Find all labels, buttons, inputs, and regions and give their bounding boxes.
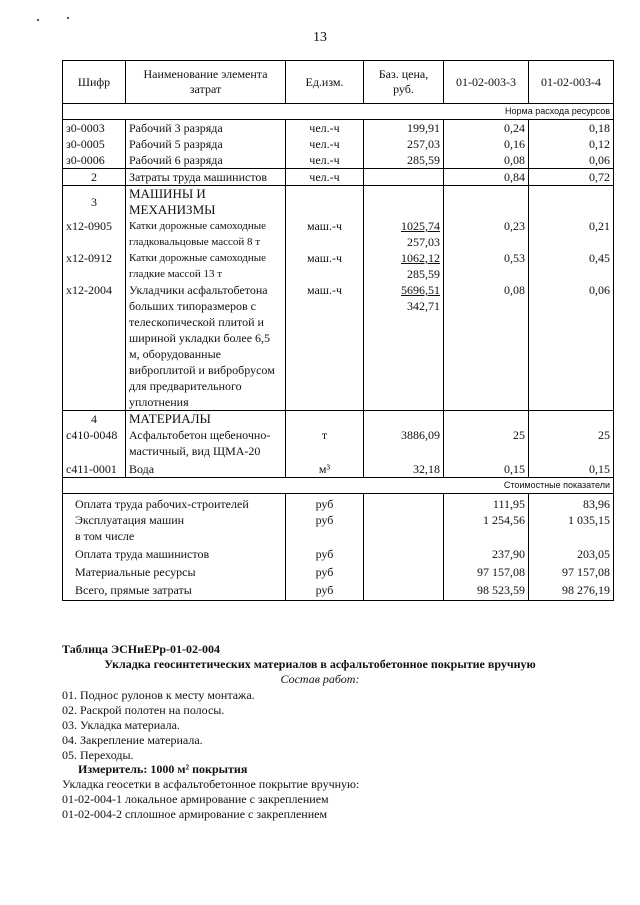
work-item: 01. Поднос рулонов к месту монтажа. bbox=[62, 688, 255, 702]
table-row bbox=[63, 494, 614, 513]
header-price: Баз. цена, руб. bbox=[364, 61, 444, 104]
cell-name: Рабочий 3 разряда bbox=[126, 120, 286, 137]
cell-unit: м³ bbox=[286, 459, 364, 478]
cell-price bbox=[364, 512, 444, 528]
cell-price bbox=[364, 411, 444, 428]
cell-price bbox=[364, 282, 444, 411]
cell-code: з0-0003 bbox=[63, 120, 126, 137]
price-machinist: 257,03 bbox=[407, 235, 440, 249]
cell-v2: 0,06 bbox=[529, 282, 614, 411]
table-row bbox=[63, 169, 614, 186]
price-main: 5696,51 bbox=[401, 283, 440, 297]
price-machinist: 342,71 bbox=[407, 299, 440, 313]
cell-v1 bbox=[444, 186, 529, 219]
cell-v2: 0,06 bbox=[529, 152, 614, 169]
cell-unit bbox=[286, 528, 364, 544]
cell-unit: чел.-ч bbox=[286, 152, 364, 169]
cell-v1 bbox=[444, 528, 529, 544]
section-title-norms: Норма расхода ресурсов bbox=[63, 104, 614, 120]
cell-v1: 25 bbox=[444, 427, 529, 459]
cell-price: 3886,09 bbox=[364, 427, 444, 459]
table-row bbox=[63, 580, 614, 601]
table-row bbox=[63, 218, 614, 250]
cell-code: с411-0001 bbox=[63, 459, 126, 478]
cell-price bbox=[364, 562, 444, 580]
cell-code: 4 bbox=[63, 411, 126, 428]
section-header-row bbox=[63, 478, 614, 494]
cell-v2: 0,12 bbox=[529, 136, 614, 152]
cell-price bbox=[364, 218, 444, 250]
cell-v2: 1 035,15 bbox=[529, 512, 614, 528]
cell-name: Катки дорожные самоходные гладковальцовые массой 8 т bbox=[126, 218, 286, 250]
cell-v1: 0,15 bbox=[444, 459, 529, 478]
cell-name: Укладчики асфальтобетона больших типоразмеров с телескопической плитой и шириной укладки более 6,5 м, оборудованные виброплитой и вибробрусом для предварительного уплотнения bbox=[126, 282, 286, 411]
table-row bbox=[63, 152, 614, 169]
cell-name: МАТЕРИАЛЫ bbox=[126, 411, 286, 428]
cell-price bbox=[364, 494, 444, 513]
scan-dot bbox=[67, 17, 69, 19]
scan-dot bbox=[37, 19, 39, 21]
table-row bbox=[63, 562, 614, 580]
cell-v1 bbox=[444, 411, 529, 428]
header-col1: 01-02-003-3 bbox=[444, 61, 529, 104]
cell-v1: 0,84 bbox=[444, 169, 529, 186]
cell-unit: чел.-ч bbox=[286, 169, 364, 186]
cell-unit: маш.-ч bbox=[286, 218, 364, 250]
cell-v1: 0,24 bbox=[444, 120, 529, 137]
table-row bbox=[63, 427, 614, 459]
cell-v1: 237,90 bbox=[444, 544, 529, 562]
cell-v1: 0,53 bbox=[444, 250, 529, 282]
cell-v2: 0,15 bbox=[529, 459, 614, 478]
work-item: 02. Раскрой полотен на полосы. bbox=[62, 703, 225, 717]
price-machinist: 285,59 bbox=[407, 267, 440, 281]
resource-table bbox=[62, 60, 614, 601]
table-row bbox=[63, 459, 614, 478]
price-main: 1025,74 bbox=[401, 219, 440, 233]
cell-unit bbox=[286, 186, 364, 219]
table-row bbox=[63, 411, 614, 428]
cell-name: Вода bbox=[126, 459, 286, 478]
cell-price bbox=[364, 544, 444, 562]
cell-v2: 0,45 bbox=[529, 250, 614, 282]
cell-v1: 98 523,59 bbox=[444, 580, 529, 601]
cell-name: Оплата труда рабочих-строителей bbox=[63, 494, 286, 513]
section-header-row bbox=[63, 104, 614, 120]
cell-unit: маш.-ч bbox=[286, 282, 364, 411]
cell-name: Оплата труда машинистов bbox=[63, 544, 286, 562]
header-col2: 01-02-003-4 bbox=[529, 61, 614, 104]
cell-unit: т bbox=[286, 427, 364, 459]
table-row bbox=[63, 186, 614, 219]
cell-unit bbox=[286, 411, 364, 428]
page-number: 13 bbox=[313, 30, 327, 45]
cell-v1: 1 254,56 bbox=[444, 512, 529, 528]
cell-price: 257,03 bbox=[364, 136, 444, 152]
cell-unit: руб bbox=[286, 562, 364, 580]
work-item: 05. Переходы. bbox=[62, 748, 134, 762]
cell-name: Рабочий 5 разряда bbox=[126, 136, 286, 152]
table-row bbox=[63, 282, 614, 411]
cell-v2: 97 157,08 bbox=[529, 562, 614, 580]
cell-name: Эксплуатация машин bbox=[63, 512, 286, 528]
cell-unit: руб bbox=[286, 512, 364, 528]
cell-unit: маш.-ч bbox=[286, 250, 364, 282]
cell-code: х12-0905 bbox=[63, 218, 126, 250]
table-row bbox=[63, 120, 614, 137]
cell-name: МАШИНЫ И МЕХАНИЗМЫ bbox=[126, 186, 286, 219]
cell-name: Материальные ресурсы bbox=[63, 562, 286, 580]
cell-unit: руб bbox=[286, 544, 364, 562]
cell-name: Затраты труда машинистов bbox=[126, 169, 286, 186]
cell-price: 285,59 bbox=[364, 152, 444, 169]
cell-v2: 25 bbox=[529, 427, 614, 459]
meter-line: Измеритель: 1000 м² покрытия bbox=[78, 762, 248, 776]
norm-item: 01-02-004-1 локальное армирование с закреплением bbox=[62, 792, 329, 806]
cell-v2 bbox=[529, 411, 614, 428]
table-row bbox=[63, 250, 614, 282]
cell-price bbox=[364, 169, 444, 186]
cell-unit: чел.-ч bbox=[286, 120, 364, 137]
cell-code: х12-0912 bbox=[63, 250, 126, 282]
cell-v2 bbox=[529, 186, 614, 219]
cell-code: 3 bbox=[63, 186, 126, 219]
cell-v2: 0,72 bbox=[529, 169, 614, 186]
header-name: Наименование элемента затрат bbox=[126, 61, 286, 104]
cell-name: в том числе bbox=[63, 528, 286, 544]
cell-v1: 97 157,08 bbox=[444, 562, 529, 580]
section-subtitle: Укладка геосинтетических материалов в асфальтобетонное покрытие вручную bbox=[104, 657, 536, 671]
cell-v2: 0,18 bbox=[529, 120, 614, 137]
norm-item: 01-02-004-2 сплошное армирование с закреплением bbox=[62, 807, 328, 821]
cell-price: 32,18 bbox=[364, 459, 444, 478]
section-title-costs: Стоимостные показатели bbox=[63, 478, 614, 494]
cell-unit: руб bbox=[286, 580, 364, 601]
cell-v1: 0,08 bbox=[444, 152, 529, 169]
cell-code: 2 bbox=[63, 169, 126, 186]
table-title: Таблица ЭСНиЕРр-01-02-004 bbox=[62, 642, 221, 656]
cell-price bbox=[364, 186, 444, 219]
cell-unit: чел.-ч bbox=[286, 136, 364, 152]
table-row bbox=[63, 136, 614, 152]
work-item: 04. Закрепление материала. bbox=[62, 733, 203, 747]
cell-v2: 203,05 bbox=[529, 544, 614, 562]
cell-v2: 83,96 bbox=[529, 494, 614, 513]
cell-name: Катки дорожные самоходные гладкие массой 13 т bbox=[126, 250, 286, 282]
cell-name: Рабочий 6 разряда bbox=[126, 152, 286, 169]
header-code: Шифр bbox=[63, 61, 126, 104]
cell-v2: 0,21 bbox=[529, 218, 614, 250]
table-header-row bbox=[63, 61, 614, 104]
header-unit: Ед.изм. bbox=[286, 61, 364, 104]
table-row bbox=[63, 544, 614, 562]
table-row bbox=[63, 512, 614, 528]
cell-price bbox=[364, 250, 444, 282]
cell-code: с410-0048 bbox=[63, 427, 126, 459]
cell-code: з0-0006 bbox=[63, 152, 126, 169]
works-title: Состав работ: bbox=[280, 672, 360, 686]
cell-v1: 0,08 bbox=[444, 282, 529, 411]
cell-price: 199,91 bbox=[364, 120, 444, 137]
price-main: 1062,12 bbox=[401, 251, 440, 265]
table-row bbox=[63, 528, 614, 544]
description: Укладка геосетки в асфальтобетонное покрытие вручную: bbox=[62, 777, 360, 791]
cell-price bbox=[364, 528, 444, 544]
cell-v1: 111,95 bbox=[444, 494, 529, 513]
work-item: 03. Укладка материала. bbox=[62, 718, 180, 732]
cell-v1: 0,16 bbox=[444, 136, 529, 152]
cell-v2 bbox=[529, 528, 614, 544]
cell-v1: 0,23 bbox=[444, 218, 529, 250]
cell-unit: руб bbox=[286, 494, 364, 513]
cell-code: з0-0005 bbox=[63, 136, 126, 152]
cell-v2: 98 276,19 bbox=[529, 580, 614, 601]
cell-code: х12-2004 bbox=[63, 282, 126, 411]
cell-name: Всего, прямые затраты bbox=[63, 580, 286, 601]
cell-price bbox=[364, 580, 444, 601]
cell-name: Асфальтобетон щебеночно-мастичный, вид ЩМА-20 bbox=[126, 427, 286, 459]
